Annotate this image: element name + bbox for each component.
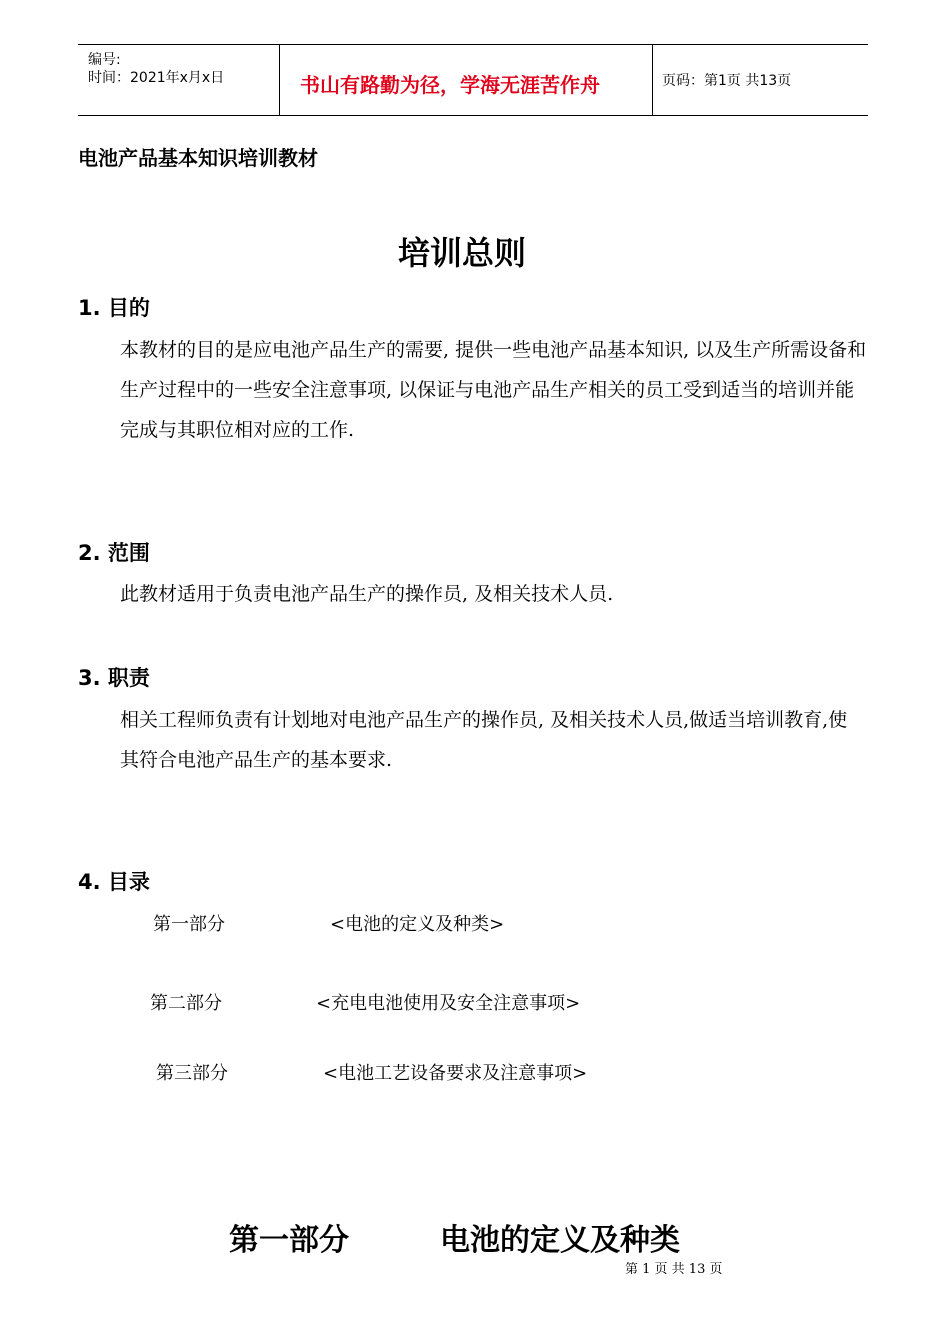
section-heading-scope: 2. 范围 [78, 541, 150, 565]
toc-part-label: 第二部分 [150, 993, 222, 1014]
time-label: 时间：2021年x月x日 [88, 70, 225, 86]
toc-part-title: <电池的定义及种类> [330, 914, 505, 935]
page-header [78, 44, 868, 116]
motto-text: 书山有路勤为径，学海无涯苦作舟 [300, 73, 600, 97]
section-body-purpose: 本教材的目的是应电池产品生产的需要, 提供一些电池产品基本知识, 以及生产所需设备和生产过程中的一些安全注意事项, 以保证与电池产品生产相关的员工受到适当的培训并能完成与其职位相对应的工作. [120, 339, 867, 441]
page-number-label: 页码：第1页 共13页 [662, 73, 792, 89]
toc-part-label: 第一部分 [153, 914, 225, 935]
part-heading-title: 电池的定义及种类 [440, 1223, 680, 1258]
main-title: 培训总则 [398, 234, 527, 272]
section-heading-purpose: 1. 目的 [78, 296, 150, 320]
page-footer: 第 1 页 共 13 页 [625, 1262, 723, 1277]
section-body-responsibility: 相关工程师负责有计划地对电池产品生产的操作员, 及相关技术人员,做适当培训教育,使其符合电池产品生产的基本要求. [120, 709, 848, 771]
document-title: 电池产品基本知识培训教材 [78, 146, 318, 170]
section-body-scope: 此教材适用于负责电池产品生产的操作员, 及相关技术人员. [120, 583, 614, 605]
toc-part-title: <电池工艺设备要求及注意事项> [323, 1063, 588, 1084]
part-heading-number: 第一部分 [229, 1223, 349, 1258]
section-heading-contents: 4. 目录 [78, 870, 150, 894]
toc-part-title: <充电电池使用及安全注意事项> [316, 993, 581, 1014]
section-heading-responsibility: 3. 职责 [78, 666, 150, 690]
toc-part-label: 第三部分 [156, 1063, 228, 1084]
header-divider [279, 45, 280, 115]
serial-label: 编号: [88, 52, 121, 68]
header-divider [652, 45, 653, 115]
